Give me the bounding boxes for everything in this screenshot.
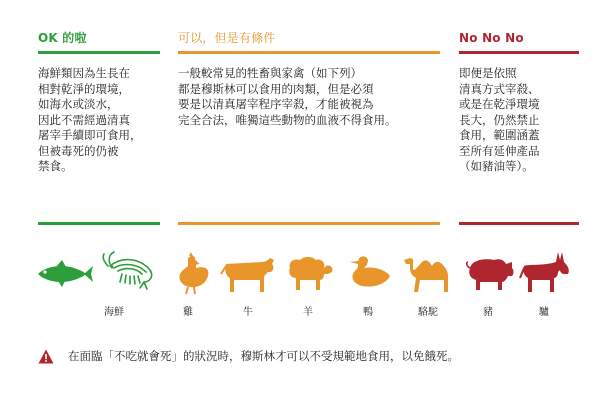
shrimp-icon [100, 248, 160, 298]
donkey-icon [514, 248, 574, 298]
chicken-icon [158, 248, 218, 298]
warning-icon [38, 349, 54, 364]
sheep-label: 羊 [303, 307, 313, 318]
duck-label: 鴨 [363, 307, 373, 318]
no-column [459, 30, 579, 175]
warning-note [38, 348, 578, 366]
ok-bottom-divider [38, 222, 160, 225]
camel-icon [398, 248, 458, 298]
no-heading: No No No [459, 31, 524, 45]
no-divider [459, 51, 579, 54]
conditional-column [178, 30, 440, 128]
conditional-heading: 可以，但是有條件 [178, 31, 276, 45]
conditional-divider [178, 51, 440, 54]
pig-label: 豬 [483, 307, 493, 318]
no-bottom-divider [459, 222, 579, 225]
ok-description: 海鮮類因為生長在 相對乾淨的環境， 如海水或淡水， 因此不需經過清真 屠宰手續即可食用， 但被毒死的仍被 禁食。 [38, 66, 142, 173]
ok-heading: OK 的啦 [38, 31, 87, 45]
seafood-label: 海鮮 [104, 307, 124, 318]
fish-icon [34, 248, 94, 298]
ok-divider [38, 51, 160, 54]
conditional-bottom-divider [178, 222, 440, 225]
donkey-label: 驢 [539, 307, 549, 318]
pig-icon [458, 248, 518, 298]
warning-text: 在面臨「不吃就會死」的狀況時，穆斯林才可以不受規範地食用，以免餓死。 [68, 349, 459, 363]
duck-icon [338, 248, 398, 298]
cow-label: 牛 [243, 307, 253, 318]
chicken-label: 雞 [183, 307, 193, 318]
ok-column [38, 30, 160, 175]
camel-label: 駱駝 [418, 307, 438, 318]
sheep-icon [278, 248, 338, 298]
no-description: 即便是依照 清真方式宰殺、 或是在乾淨環境 長大，仍然禁止 食用，範圍涵蓋 至所有延伸產品 （如豬油等）。 [459, 66, 540, 173]
conditional-description: 一般較常見的牲畜與家禽（如下列） 都是穆斯林可以食用的肉類，但是必須 要是以清真屠宰程序宰殺，才能被視為 完全合法，唯獨這些動物的血液不得食用。 [178, 66, 397, 127]
cow-icon [218, 248, 278, 298]
